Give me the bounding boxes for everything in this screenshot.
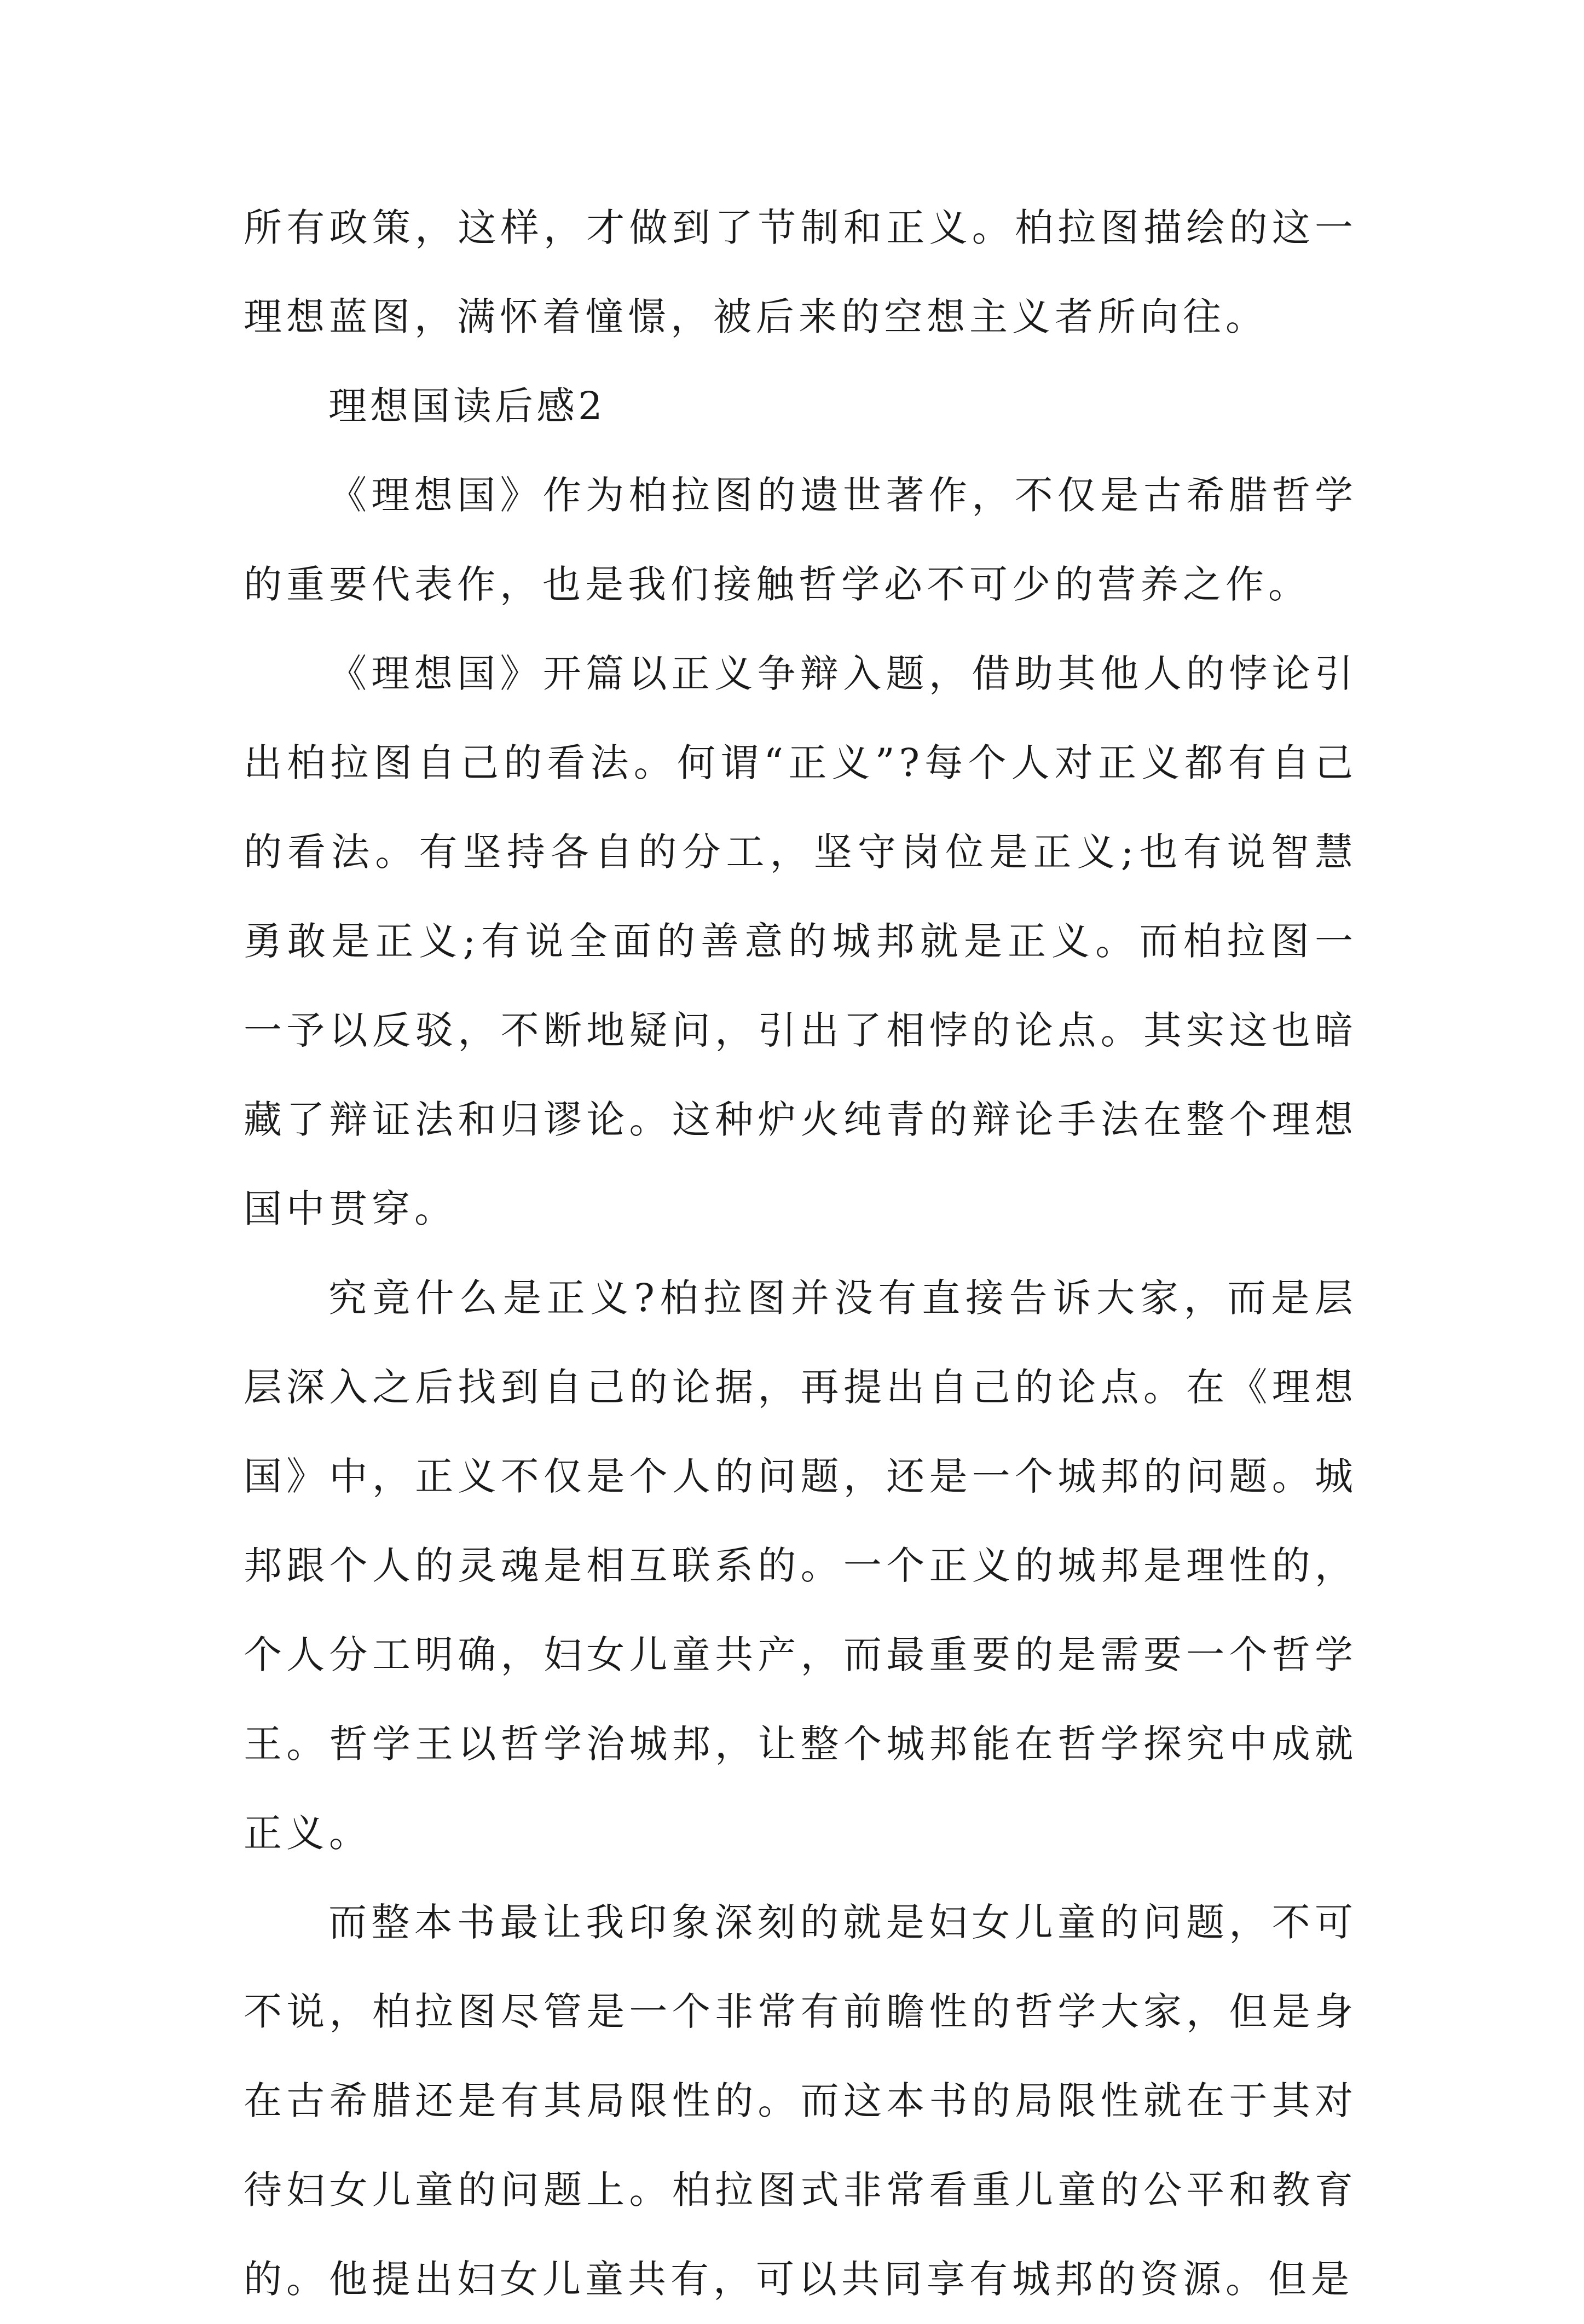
paragraph: 而整本书最让我印象深刻的就是妇女儿童的问题，不可不说，柏拉图尽管是一个非常有前瞻性的哲学大家，但是身在古希腊还是有其局限性的。而这本书的局限性就在于其对待妇女儿童的问题上。柏拉图式非常看重儿童的公平和教育的。他提出妇女儿童共有，可以共同享有城邦的资源。但是 <box>244 1900 1357 2302</box>
section-heading: 理想国读后感2 <box>328 384 606 428</box>
paragraph: 《理想国》作为柏拉图的遗世著作，不仅是古希腊哲学的重要代表作，也是我们接触哲学必不可少的营养之作。 <box>244 473 1357 607</box>
body-text <box>244 183 1357 2324</box>
paragraph: 究竟什么是正义?柏拉图并没有直接告诉大家，而是层层深入之后找到自己的论据，再提出自己的论点。在《理想国》中，正义不仅是个人的问题，还是一个城邦的问题。城邦跟个人的灵魂是相互联系的。一个正义的城邦是理性的，个人分工明确，妇女儿童共产，而最重要的是需要一个哲学王。哲学王以哲学治城邦，让整个城邦能在哲学探究中成就正义。 <box>244 1276 1357 1856</box>
paragraph: 《理想国》开篇以正义争辩入题，借助其他人的悖论引出柏拉图自己的看法。何谓“正义”?每个人对正义都有自己的看法。有坚持各自的分工，坚守岗位是正义;也有说智慧勇敢是正义;有说全面的善意的城邦就是正义。而柏拉图一一予以反驳，不断地疑问，引出了相悖的论点。其实这也暗藏了辩证法和归谬论。这种炉火纯青的辩论手法在整个理想国中贯穿。 <box>244 651 1357 1231</box>
paragraph-continuation: 所有政策，这样，才做到了节制和正义。柏拉图描绘的这一理想蓝图，满怀着憧憬，被后来的空想主义者所向往。 <box>244 205 1357 339</box>
